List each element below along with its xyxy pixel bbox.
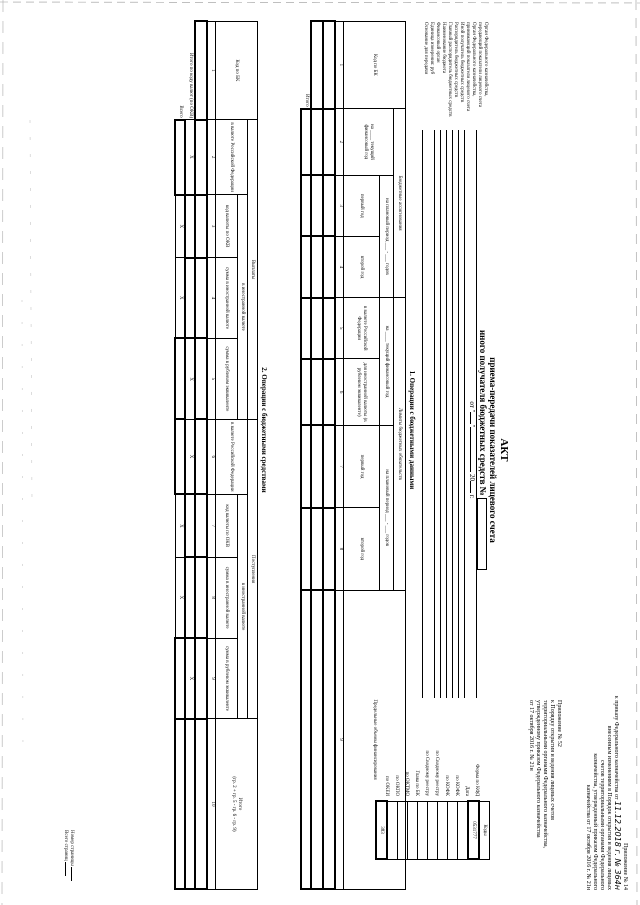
s2-num-5: 5 — [208, 338, 216, 419]
act-title-block — [468, 300, 510, 600]
label-recipient: Иной получатель бюджетных средств — [459, 22, 464, 103]
act-title: АКТ — [498, 438, 510, 462]
label-fk-receiver-2: принимающий показатели лицевого счета — [465, 22, 470, 112]
s1-num-8: 8 — [336, 508, 344, 590]
s2-rec-okv: код валюты по ОКВ — [216, 494, 238, 557]
appendix-14-block — [584, 690, 628, 890]
section-2-table — [175, 20, 259, 890]
s2-x-mark: X — [186, 120, 196, 195]
s1-col-pof: Предельные объемы финансирования — [344, 590, 406, 889]
section-1-title: 1. Операции с бюджетными данными — [408, 370, 416, 490]
code-label-chapter-bk: Глава по БК — [414, 770, 419, 796]
field-line-chief[interactable] — [446, 130, 447, 698]
s2-rec-foreign: в иностранной валюте — [238, 494, 248, 719]
s2-rec-rub: в валюте Российской Федерации — [216, 419, 248, 494]
label-unit: Единица измерения: руб — [429, 22, 434, 75]
s2-pay-rub-equiv: сумма в рублевом эквиваленте — [216, 338, 238, 419]
s2-total-okv-label: Итого по коду валют (по ОКВ) — [188, 52, 193, 119]
s2-total-okv-row — [186, 21, 196, 889]
s2-num-9: 9 — [208, 638, 216, 719]
label-financial-body: Финансовый орган — [435, 22, 440, 63]
s1-num-9: 9 — [336, 590, 344, 889]
header-fields — [422, 22, 488, 272]
code-label-okei: по ОКЕИ — [384, 775, 389, 796]
s2-num-1: 1 — [208, 21, 216, 120]
s1-ba-second-year: второй год — [344, 236, 380, 297]
s2-num-10: 10 — [208, 719, 216, 889]
field-line-budget[interactable] — [440, 130, 441, 698]
table-row[interactable] — [324, 21, 336, 889]
code-registry-2[interactable] — [418, 801, 428, 859]
s2-col-kbk: Код по БК — [216, 21, 258, 120]
s1-lbo-foreign: для иностранной валюты (в рублевом эквиваленте) — [344, 359, 380, 426]
s2-num-7: 7 — [208, 494, 216, 557]
act-date-line: от "" 20 г. — [468, 401, 477, 499]
s1-lbo-first-year: первый год — [344, 425, 380, 507]
code-label-okpo: по ОКПО — [394, 775, 399, 796]
s2-pay-okv: код валюты по ОКВ — [216, 195, 238, 258]
s2-num-3: 3 — [208, 195, 216, 258]
s2-rec-foreign-sum: сумма в иностранной валюте — [216, 557, 238, 638]
s2-num-2: 2 — [208, 120, 216, 195]
s1-num-1: 1 — [336, 21, 344, 109]
act-number-field[interactable] — [477, 498, 487, 570]
appendix-52-line2: к Порядку открытия и ведения лицевых счетов — [549, 700, 555, 821]
code-label-registry-1: по Сводному реестру — [434, 750, 439, 796]
table-row[interactable] — [312, 21, 324, 889]
s1-lbo-planned: на плановый период ___ - ___ годов — [380, 425, 394, 590]
code-okei[interactable]: 383 — [376, 801, 387, 859]
s2-pay-rub: в валюте Российской Федерации — [216, 120, 248, 195]
s2-rec-rub-equiv: сумма в рублевом эквиваленте — [216, 638, 238, 719]
code-label-kofk-1: по КОФК — [454, 775, 459, 796]
s1-num-2: 2 — [336, 109, 344, 176]
page-counter — [62, 830, 74, 900]
label-chief-manager: Главный распорядитель бюджетных средств — [447, 22, 452, 117]
s1-num-6: 6 — [336, 359, 344, 426]
code-date[interactable] — [458, 801, 469, 859]
field-line-sender[interactable] — [476, 130, 477, 698]
s1-num-7: 7 — [336, 425, 344, 507]
s2-num-6: 6 — [208, 419, 216, 494]
s2-x-mark: X — [186, 638, 196, 719]
code-kfd[interactable]: 0531777 — [468, 801, 479, 859]
field-line-recipient[interactable] — [458, 130, 459, 698]
s2-grand-total-row — [176, 21, 186, 889]
code-label-registry-2: по Сводному реестру — [424, 750, 429, 796]
field-line-basis[interactable] — [422, 130, 423, 698]
label-fk-sender-1: Орган Федерального казначейства, — [483, 22, 488, 97]
s2-total-col: Итого (гр. 2 + гр. 5 - гр. 6 - гр. 9) — [216, 719, 258, 889]
s2-num-4: 4 — [208, 258, 216, 339]
s2-x-mark: X — [176, 195, 186, 258]
code-kofk-2[interactable] — [438, 801, 448, 859]
s1-num-5: 5 — [336, 298, 344, 359]
s1-total-row — [302, 21, 312, 889]
code-kofk-1[interactable] — [448, 801, 458, 859]
appendix-52-block — [527, 700, 562, 890]
field-line-finbody[interactable] — [434, 130, 435, 698]
label-budget-name: Наименование бюджета — [441, 22, 446, 74]
section-2-title: 2. Операции с бюджетными средствами — [260, 367, 268, 493]
field-line-manager[interactable] — [452, 130, 453, 698]
s2-x-mark: X — [176, 258, 186, 339]
s2-payments: Выплаты — [248, 120, 258, 420]
table-row[interactable] — [196, 21, 208, 889]
appendix-52-line3: территориальными органами Федерального казначейства, — [542, 700, 548, 849]
codes-header: Коды — [479, 801, 490, 859]
page-total: Всего страниц — [62, 830, 68, 900]
s2-num-8: 8 — [208, 557, 216, 638]
code-label-oktmo: по ОКТМО — [404, 771, 409, 796]
section-1-table — [301, 20, 407, 890]
s1-ba-first-year: первый год — [344, 175, 380, 236]
code-chapter-bk[interactable] — [408, 801, 418, 859]
appendix-52-line4: утвержденному приказом Федерального казначейства — [535, 700, 541, 838]
act-subtitle: приема-передачи показателей лицевого счета — [488, 357, 498, 543]
appendix-14-line5: казначейства, утвержденный приказом Федерального — [592, 753, 598, 890]
label-fk-receiver-1: Орган Федерального казначейства, — [471, 22, 476, 97]
s2-x-mark: X — [186, 419, 196, 494]
s1-ba-current: на ____ текущий финансовый год — [344, 109, 394, 176]
code-registry-1[interactable] — [428, 801, 438, 859]
label-fk-sender-2: передающий показатели лицевого счета — [477, 22, 482, 108]
appendix-14-line3: внесенным изменениям в Порядок открытия и ведения лицевых — [606, 725, 612, 890]
appendix-14-line4: счетов территориальными органами Федерального — [599, 759, 605, 890]
label-basis: Основание для передачи — [423, 22, 428, 75]
code-label-kfd: Форма по КФД — [474, 764, 479, 796]
s1-num-3: 3 — [336, 175, 344, 236]
s1-lbo-second-year: второй год — [344, 508, 380, 590]
s1-total-label: Итого — [304, 93, 309, 107]
s2-grand-total-label: Всего — [178, 105, 184, 118]
s1-col-kbk: Код по БК — [344, 21, 406, 109]
page-number: Номер страницы — [68, 830, 74, 900]
s1-ba-planned: на плановый период ___ - ___ годов — [380, 175, 394, 297]
act-recipient-line: иного получателя бюджетных средств № — [477, 300, 488, 600]
s1-lbo-current: на ____ текущий финансовый год — [380, 298, 394, 426]
s2-x-mark: X — [176, 557, 186, 638]
appendix-14-number: Приложение № 14 — [622, 843, 628, 890]
field-line-receiver[interactable] — [464, 130, 465, 698]
s2-x-mark: X — [186, 338, 196, 419]
label-manager: Распорядитель бюджетных средств — [453, 22, 458, 98]
s1-group-lbo: Лимиты бюджетных обязательств — [394, 298, 406, 590]
appendix-52-line5: от 17 октября 2016 г. № 21н — [528, 700, 534, 771]
s2-pay-foreign: в иностранной валюте — [238, 195, 248, 420]
s2-pay-foreign-sum: сумма в иностранной валюте — [216, 258, 238, 339]
handwritten-order-number: 11.12.2018 г. № 364н — [613, 801, 622, 890]
code-label-date: Дата — [464, 786, 469, 796]
code-label-kofk-2: по КОФК — [444, 775, 449, 796]
appendix-14-order: к приказу Федерального казначейства от 11.12.2018 г. № 364н — [613, 695, 622, 890]
s2-x-mark: X — [176, 494, 186, 557]
s1-num-4: 4 — [336, 236, 344, 297]
s1-lbo-rub: в валюте Российской Федерации — [344, 298, 380, 359]
appendix-14-line6: казначейства от 17 октября 2016 г. № 21н — [585, 784, 591, 890]
s1-group-ba: Бюджетные ассигнования — [394, 109, 406, 298]
s2-receipts: Поступления — [248, 419, 258, 719]
appendix-52-number: Приложение № 52 — [556, 700, 562, 747]
